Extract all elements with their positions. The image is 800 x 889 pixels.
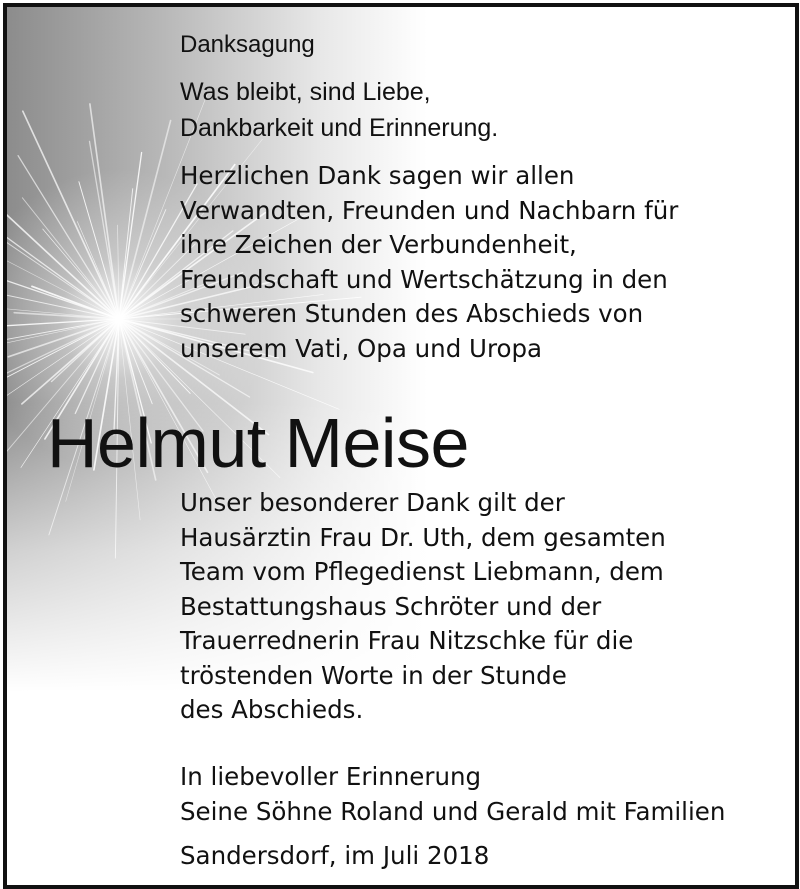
intro-line: Freundschaft und Wertschätzung in den [180, 264, 668, 294]
verse-line-2: Dankbarkeit und Erinnerung. [180, 114, 499, 142]
heading: Danksagung [180, 31, 315, 58]
thanks-line: Bestattungshaus Schröter und der [180, 591, 602, 621]
thanks-line: Unser besonderer Dank gilt der [180, 488, 565, 517]
intro-line: Herzlichen Dank sagen wir allen [180, 161, 575, 190]
place-date: Sandersdorf, im Juli 2018 [180, 841, 490, 870]
thanks-line: des Abschieds. [180, 695, 364, 724]
closing-block [180, 759, 725, 829]
intro-line: unserem Vati, Opa und Uropa [180, 333, 543, 363]
thanks-line: Hausärztin Frau Dr. Uth, dem gesamten [180, 522, 666, 552]
intro-line: Verwandten, Freunden und Nachbarn für [180, 195, 679, 225]
closing-line: In liebevoller Erinnerung [180, 762, 482, 791]
thanks-line: tröstenden Worte in der Stunde [180, 660, 567, 690]
intro-paragraph [180, 159, 678, 366]
thanks-line: Team vom Pflegedienst Liebmann, dem [180, 557, 664, 586]
thanks-paragraph [180, 486, 666, 728]
thanks-line: Trauerrednerin Frau Nitzschke für die [180, 626, 634, 655]
verse-line-1: Was bleibt, sind Liebe, [180, 78, 431, 106]
obituary-notice [3, 3, 799, 889]
deceased-name: Helmut Meise [47, 404, 469, 482]
signature-line: Seine Söhne Roland und Gerald mit Familien [180, 797, 726, 826]
intro-line: schweren Stunden des Abschieds von [180, 299, 644, 328]
intro-line: ihre Zeichen der Verbundenheit, [180, 230, 577, 259]
